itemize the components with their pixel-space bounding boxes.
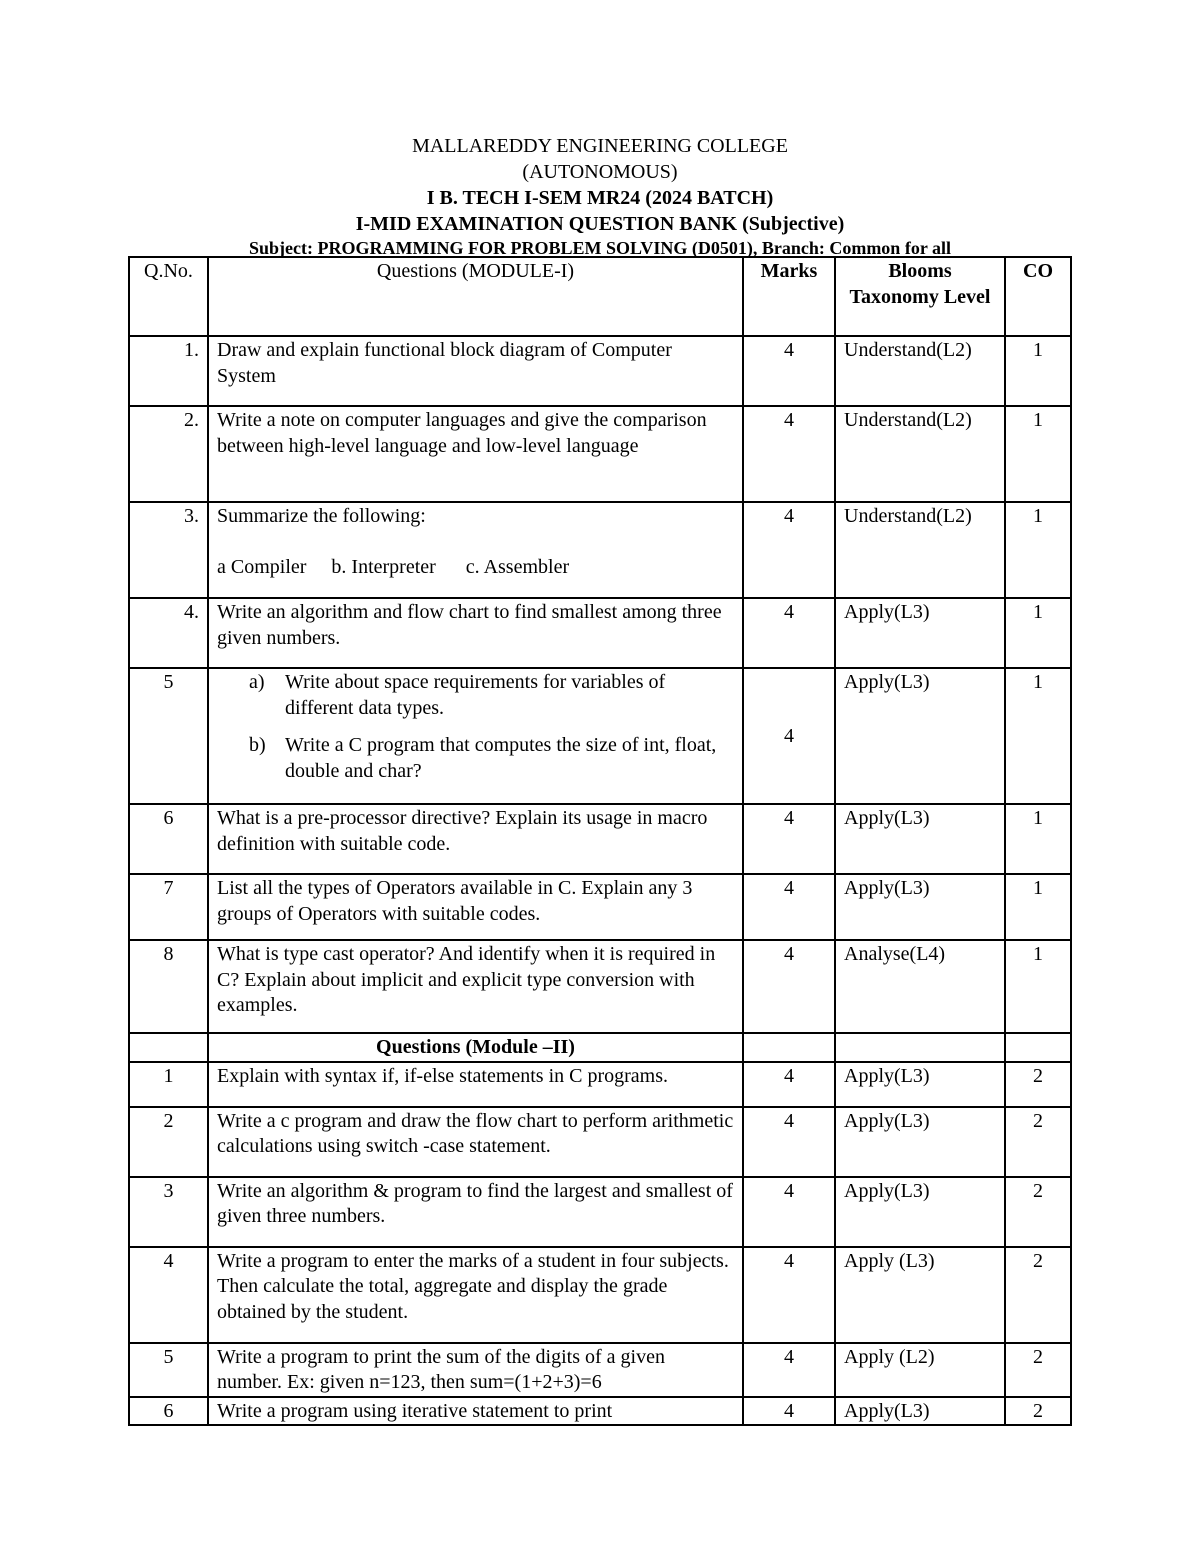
course-outcome: 1	[1005, 874, 1071, 940]
marks: 4	[743, 1343, 835, 1397]
course-outcome: 1	[1005, 598, 1071, 668]
marks: 4	[743, 1247, 835, 1343]
course-outcome: 1	[1005, 502, 1071, 598]
document-header	[0, 133, 1200, 258]
table-row	[129, 406, 1071, 502]
marks: 4	[743, 940, 835, 1033]
table-header-row	[129, 257, 1071, 336]
question-text: Write a program to print the sum of the digits of a given number. Ex: given n=123, then sum=(1+2+3)=6	[208, 1343, 743, 1397]
table-row	[129, 502, 1071, 598]
table-row	[129, 1397, 1071, 1426]
question-cell	[208, 502, 743, 598]
college-name: MALLAREDDY ENGINEERING COLLEGE	[412, 135, 788, 157]
question-number: 5	[129, 1343, 208, 1397]
course-outcome: 1	[1005, 406, 1071, 502]
blooms-level: Apply (L3)	[835, 1247, 1005, 1343]
blooms-level: Apply(L3)	[835, 874, 1005, 940]
question-text: Write an algorithm & program to find the largest and smallest of given three numbers.	[208, 1177, 743, 1247]
subject-line: Subject: PROGRAMMING FOR PROBLEM SOLVING (D0501), Branch: Common for all	[249, 238, 951, 258]
course-outcome: 1	[1005, 336, 1071, 406]
course-outcome: 2	[1005, 1397, 1071, 1426]
table-row	[129, 804, 1071, 874]
blooms-level: Apply(L3)	[835, 598, 1005, 668]
sub-label: b)	[249, 734, 266, 756]
question-text: Write a program to enter the marks of a student in four subjects. Then calculate the total, aggregate and display the grade obtained by the student.	[208, 1247, 743, 1343]
question-options: a Compiler b. Interpreter c. Assembler	[217, 555, 570, 578]
blooms-level: Understand(L2)	[835, 406, 1005, 502]
question-text: Summarize the following:	[217, 505, 426, 527]
blooms-level: Apply(L3)	[835, 1062, 1005, 1107]
table-row	[129, 1062, 1071, 1107]
question-text: Draw and explain functional block diagram of Computer System	[208, 336, 743, 406]
marks: 4	[743, 598, 835, 668]
module-2-title-row	[129, 1033, 1071, 1062]
blooms-level: Apply(L3)	[835, 1177, 1005, 1247]
course-outcome: 1	[1005, 804, 1071, 874]
question-number: 1.	[129, 336, 208, 406]
blooms-level: Apply(L3)	[835, 1397, 1005, 1426]
sub-text: Write a C program that computes the size of int, float, double and char?	[285, 734, 717, 782]
course-outcome: 2	[1005, 1062, 1071, 1107]
marks: 4	[743, 668, 835, 804]
header-blooms: Blooms Taxonomy Level	[835, 257, 1005, 336]
question-text: What is type cast operator? And identify when it is required in C? Explain about implicit and explicit type conversion with examples.	[208, 940, 743, 1033]
sub-label: a)	[249, 671, 265, 693]
table-row	[129, 874, 1071, 940]
course-outcome: 1	[1005, 668, 1071, 804]
course-outcome: 1	[1005, 940, 1071, 1033]
table-row	[129, 336, 1071, 406]
table-row	[129, 940, 1071, 1033]
marks: 4	[743, 874, 835, 940]
course-outcome: 2	[1005, 1107, 1071, 1177]
blooms-level: Understand(L2)	[835, 502, 1005, 598]
question-text: Write a c program and draw the flow chart to perform arithmetic calculations using switch -case statement.	[208, 1107, 743, 1177]
course-line: I B. TECH I-SEM MR24 (2024 BATCH)	[426, 187, 774, 209]
marks: 4	[743, 1062, 835, 1107]
marks: 4	[743, 406, 835, 502]
sub-text: Write about space requirements for variables of different data types.	[285, 671, 666, 719]
question-text: Explain with syntax if, if-else statements in C programs.	[208, 1062, 743, 1107]
table-row	[129, 598, 1071, 668]
question-text: Write an algorithm and flow chart to find smallest among three given numbers.	[208, 598, 743, 668]
course-outcome: 2	[1005, 1177, 1071, 1247]
question-number: 7	[129, 874, 208, 940]
question-text: Write a program using iterative statement to print	[208, 1397, 743, 1426]
module-2-title: Questions (Module –II)	[208, 1033, 743, 1062]
question-number: 2	[129, 1107, 208, 1177]
header-marks: Marks	[743, 257, 835, 336]
blooms-level: Apply(L3)	[835, 804, 1005, 874]
question-number: 3.	[129, 502, 208, 598]
question-number: 6	[129, 804, 208, 874]
sub-question-a	[249, 670, 734, 721]
table-row	[129, 1343, 1071, 1397]
marks: 4	[743, 336, 835, 406]
header-questions: Questions (MODULE-I)	[208, 257, 743, 336]
marks: 4	[743, 804, 835, 874]
blooms-level: Understand(L2)	[835, 336, 1005, 406]
marks: 4	[743, 1107, 835, 1177]
sub-question-b	[249, 733, 734, 784]
marks: 4	[743, 1397, 835, 1426]
question-text: What is a pre-processor directive? Explain its usage in macro definition with suitable code.	[208, 804, 743, 874]
table-row	[129, 668, 1071, 804]
question-number: 5	[129, 668, 208, 804]
blooms-level: Analyse(L4)	[835, 940, 1005, 1033]
course-outcome: 2	[1005, 1247, 1071, 1343]
course-outcome: 2	[1005, 1343, 1071, 1397]
header-co: CO	[1005, 257, 1071, 336]
exam-title: I-MID EXAMINATION QUESTION BANK (Subjective)	[355, 213, 845, 235]
question-number: 3	[129, 1177, 208, 1247]
marks: 4	[743, 502, 835, 598]
question-number: 4.	[129, 598, 208, 668]
header-qno: Q.No.	[129, 257, 208, 336]
question-text: Write a note on computer languages and give the comparison between high-level language and low-level language	[208, 406, 743, 502]
question-bank-table	[128, 256, 1072, 1426]
blooms-level: Apply (L2)	[835, 1343, 1005, 1397]
table-row	[129, 1107, 1071, 1177]
marks: 4	[743, 1177, 835, 1247]
question-number: 1	[129, 1062, 208, 1107]
table-row	[129, 1177, 1071, 1247]
table-row	[129, 1247, 1071, 1343]
question-number: 8	[129, 940, 208, 1033]
autonomous-label: (AUTONOMOUS)	[522, 161, 678, 183]
question-number: 2.	[129, 406, 208, 502]
question-number: 4	[129, 1247, 208, 1343]
blooms-level: Apply(L3)	[835, 1107, 1005, 1177]
question-cell	[208, 668, 743, 804]
question-number: 6	[129, 1397, 208, 1426]
blooms-level: Apply(L3)	[835, 668, 1005, 804]
question-text: List all the types of Operators available in C. Explain any 3 groups of Operators with suitable codes.	[208, 874, 743, 940]
